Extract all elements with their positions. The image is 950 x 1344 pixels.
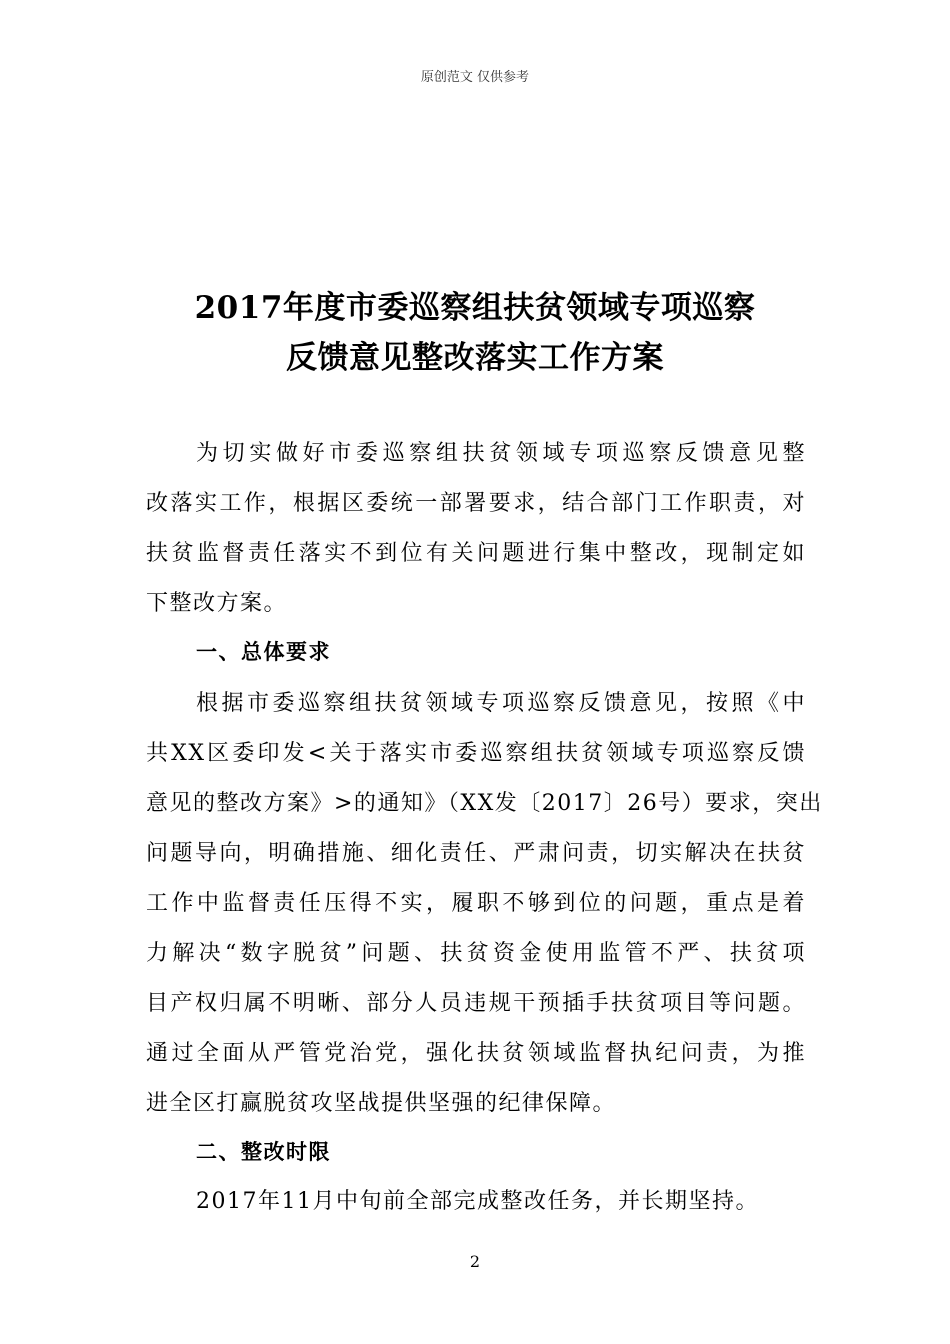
document-title-line-2: 反馈意见整改落实工作方案 [286,340,664,376]
section2-line: 2017年11月中旬前全部完成整改任务，并长期坚持。 [196,1189,759,1214]
section1-line: 通过全面从严管党治党，强化扶贫领域监督执纪问责，为推 [146,1041,806,1066]
section1-line: 工作中监督责任压得不实，履职不够到位的问题，重点是着 [146,891,806,916]
section1-line: 意见的整改方案》>的通知》（XX发〔2017〕26号）要求，突出 [146,791,823,816]
intro-line: 下整改方案。 [146,591,288,616]
intro-line: 改落实工作，根据区委统一部署要求，结合部门工作职责，对 [146,491,806,516]
section1-line: 问题导向，明确措施、细化责任、严肃问责，切实解决在扶贫 [146,841,806,866]
section-heading-general-requirements: 一、总体要求 [196,640,331,664]
section1-line: 力解决“数字脱贫”问题、扶贫资金使用监管不严、扶贫项 [146,941,806,966]
section1-line: 进全区打赢脱贫攻坚战提供坚强的纪律保障。 [146,1091,617,1116]
page-number: 2 [469,1252,481,1271]
document-title-line-1: 2017年度市委巡察组扶贫领域专项巡察 [194,290,756,326]
intro-line: 为切实做好市委巡察组扶贫领域专项巡察反馈意见整 [196,441,806,466]
section1-line: 目产权归属不明晰、部分人员违规干预插手扶贫项目等问题。 [146,991,806,1016]
header-note: 原创范文 仅供参考 [420,70,530,85]
section1-line: 根据市委巡察组扶贫领域专项巡察反馈意见，按照《中 [196,691,806,716]
section1-line: 共XX区委印发<关于落实市委巡察组扶贫领域专项巡察反馈 [146,741,806,766]
section-heading-rectification-deadline: 二、整改时限 [196,1140,331,1164]
intro-line: 扶贫监督责任落实不到位有关问题进行集中整改，现制定如 [146,541,806,566]
